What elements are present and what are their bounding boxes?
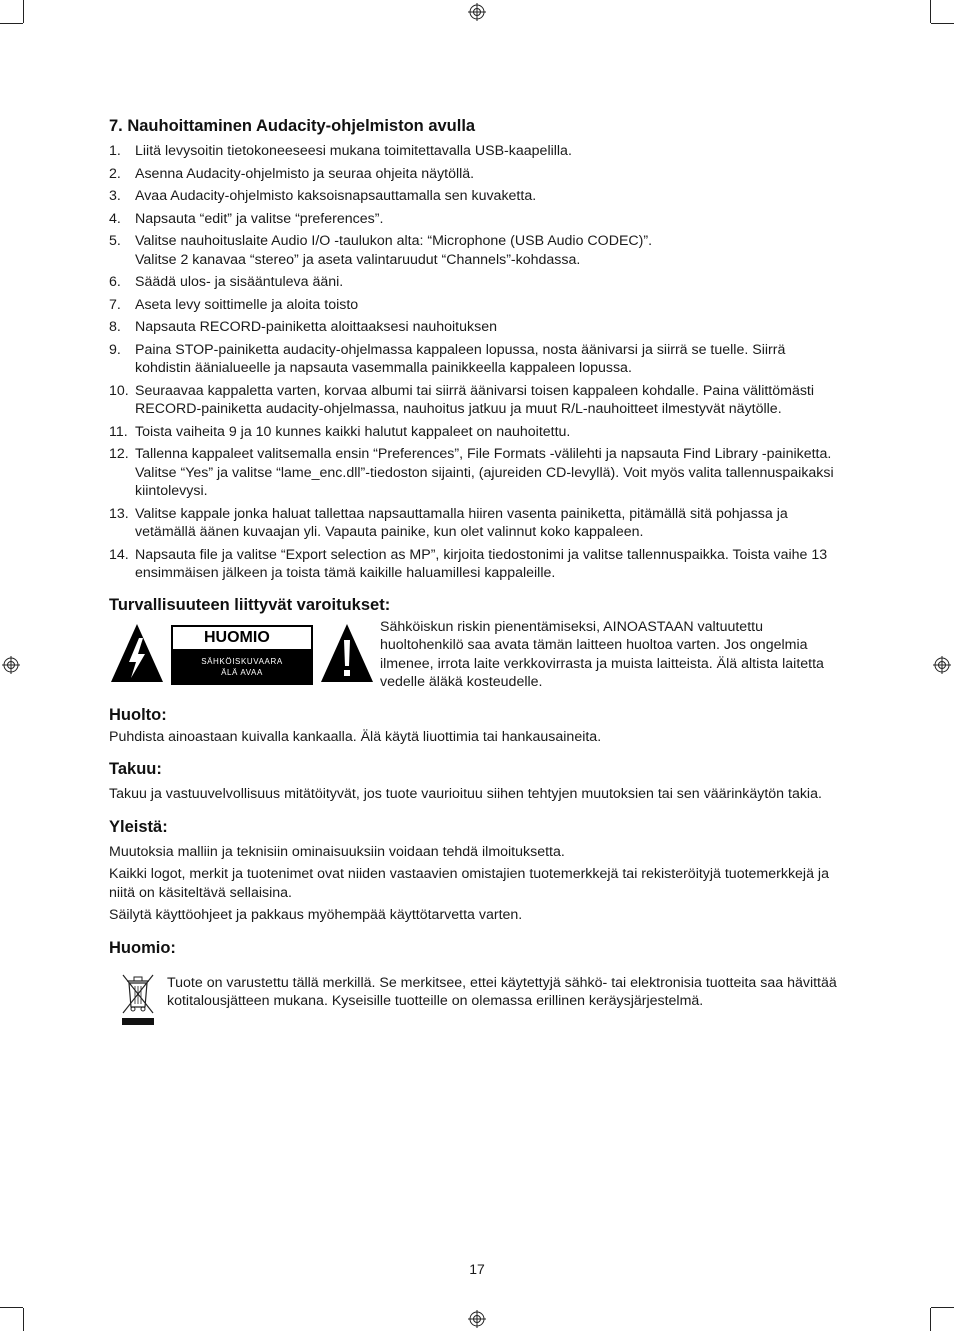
page-number: 17 xyxy=(469,1261,485,1277)
general-text-2: Kaikki logot, merkit ja tuotenimet ovat niiden vastaavien omistajien tuotemerkkejä tai rekisteröityjä tuotemerkkejä ja niitä on käsiteltävä sellaisina. xyxy=(109,866,829,901)
list-item: 14. Napsauta file ja valitse “Export selection as MP”, kirjoita tiedostonimi ja valitse tallennuspaikka. Toista vaihe 13 ensimmäisen jälkeen ja toista tämä kaikille haluamillesi kappaleille. xyxy=(109,546,828,581)
safety-warning-text: Sähköiskun riskin pienentämiseksi, AINOASTAAN valtuutettu huoltohenkilö saa avata tämän laitteen huoltoa varten. Jos ongelmia ilmenee, irrota laite verkkovirrasta ja muista laitteista. Älä altista laitetta vedelle äläkä kosteudelle. xyxy=(380,618,824,690)
maintenance-text: Puhdista ainoastaan kuivalla kankaalla. Älä käytä liuottimia tai hankausaineita. xyxy=(109,728,602,745)
crop-mark-bottom-left-h xyxy=(0,1307,23,1308)
registration-mark-icon xyxy=(468,3,486,21)
caution-badge xyxy=(171,625,313,685)
section-title-note: Huomio: xyxy=(109,938,176,957)
section-title-recording: 7. Nauhoittaminen Audacity-ohjelmiston avulla xyxy=(109,117,476,135)
page-content xyxy=(109,115,844,1029)
registration-mark-icon xyxy=(2,656,20,674)
warning-icons xyxy=(109,622,377,688)
list-item: 13. Valitse kappale jonka haluat tallettaa napsauttamalla hiiren vasenta painiketta, pitämällä sitä pohjassa ja vetämällä äänen kuvaajan yli. Vapauta painike, kun olet valinnut koko kappaleen. xyxy=(109,505,788,540)
general-text-3: Säilytä käyttöohjeet ja pakkaus myöhempää käyttötarvetta varten. xyxy=(109,907,523,923)
exclamation-warning-icon xyxy=(319,622,375,684)
weee-notice xyxy=(109,971,844,1029)
badge-title: HUOMIO xyxy=(173,627,311,649)
recording-steps-list xyxy=(109,142,844,583)
list-item: 2. Asenna Audacity-ohjelmisto ja seuraa ohjeita näytöllä. xyxy=(109,165,475,182)
crop-mark-bottom-left-v xyxy=(23,1308,24,1331)
crossed-bin-icon xyxy=(120,971,167,1029)
list-item: 8. Napsauta RECORD-painiketta aloittaaksesi nauhoituksen xyxy=(109,319,497,335)
weee-text: Tuote on varustettu tällä merkillä. Se merkitsee, ettei käytettyjä sähkö- tai elektronisia tuotteita saa hävittää kotitalousjätteen mukana. Kyseisille tuotteille on olemassa erillinen keräysjärjestelmä. xyxy=(167,974,837,1009)
list-item: 4. Napsauta “edit” ja valitse “preferences”. xyxy=(109,210,384,227)
crop-mark-top-left-h xyxy=(0,23,23,24)
section-title-safety: Turvallisuuteen liittyvät varoitukset: xyxy=(109,595,391,614)
crop-mark-top-left-v xyxy=(23,0,24,23)
crop-mark-bottom-right-v xyxy=(930,1308,931,1331)
registration-mark-icon xyxy=(933,656,951,674)
list-item: 7. Aseta levy soittimelle ja aloita toisto xyxy=(109,296,359,313)
list-item: 11. Toista vaiheita 9 ja 10 kunnes kaikki halutut kappaleet on nauhoitettu. xyxy=(109,423,571,440)
crop-mark-top-right-h xyxy=(931,23,954,24)
crop-mark-top-right-v xyxy=(930,0,931,23)
list-item: 6. Säädä ulos- ja sisääntuleva ääni. xyxy=(109,274,344,290)
section-title-general: Yleistä: xyxy=(109,817,168,836)
badge-line-1: SÄHKÖISKUVAARA xyxy=(201,656,283,666)
crop-mark-bottom-right-h xyxy=(931,1307,954,1308)
list-item: 9. Paina STOP-painiketta audacity-ohjelmassa kappaleen lopussa, nosta äänivarsi ja siirrä se tuelle. Siirrä kohdistin äänialueelle ja napsauta vasemmalla painikkeella kappaleen lopussa. xyxy=(109,341,786,376)
warranty-text: Takuu ja vastuuvelvollisuus mitätöityvät, jos tuote vaurioituu siihen tehtyjen muutoksien tai sen väärinkäytön takia. xyxy=(109,786,822,802)
lightning-warning-icon xyxy=(109,622,165,684)
registration-mark-icon xyxy=(468,1310,486,1328)
list-item: 12. Tallenna kappaleet valitsemalla ensin “Preferences”, File Formats -välilehti ja napsauta Find Library -painiketta. Valitse “Yes” ja valitse “lame_enc.dll”-tiedoston sijainti, (ajureiden CD-levyllä). Voit myös valita tallennuspaikaksi kiintolevysi. xyxy=(109,446,834,499)
section-title-maintenance: Huolto: xyxy=(109,705,167,724)
list-item: 10. Seuraavaa kappaletta varten, korvaa albumi tai siirrä äänivarsi toisen kappaleen kohdalle. Paina välittömästi RECORD-painiketta audacity-ohjelmassa, nauhoitus jatkuu ja muut R/L-nauhoitteet ilmestyvät näytölle. xyxy=(109,382,815,417)
list-item: 5. Valitse nauhoituslaite Audio I/O -taulukon alta: “Microphone (USB Audio CODEC)”. Valitse 2 kanavaa “stereo” ja aseta valintaruudut “Channels”-kohdassa. xyxy=(109,233,653,268)
safety-warning-block xyxy=(109,618,844,692)
list-item: 3. Avaa Audacity-ohjelmisto kaksoisnapsauttamalla sen kuvaketta. xyxy=(109,188,537,204)
badge-line-2: ÄLÄ AVAA xyxy=(221,667,263,677)
section-title-warranty: Takuu: xyxy=(109,760,162,778)
list-item: 1. Liitä levysoitin tietokoneeseesi mukana toimitettavalla USB-kaapelilla. xyxy=(109,143,572,159)
general-text-1: Muutoksia malliin ja teknisiin ominaisuuksiin voidaan tehdä ilmoituksetta. xyxy=(109,843,565,860)
